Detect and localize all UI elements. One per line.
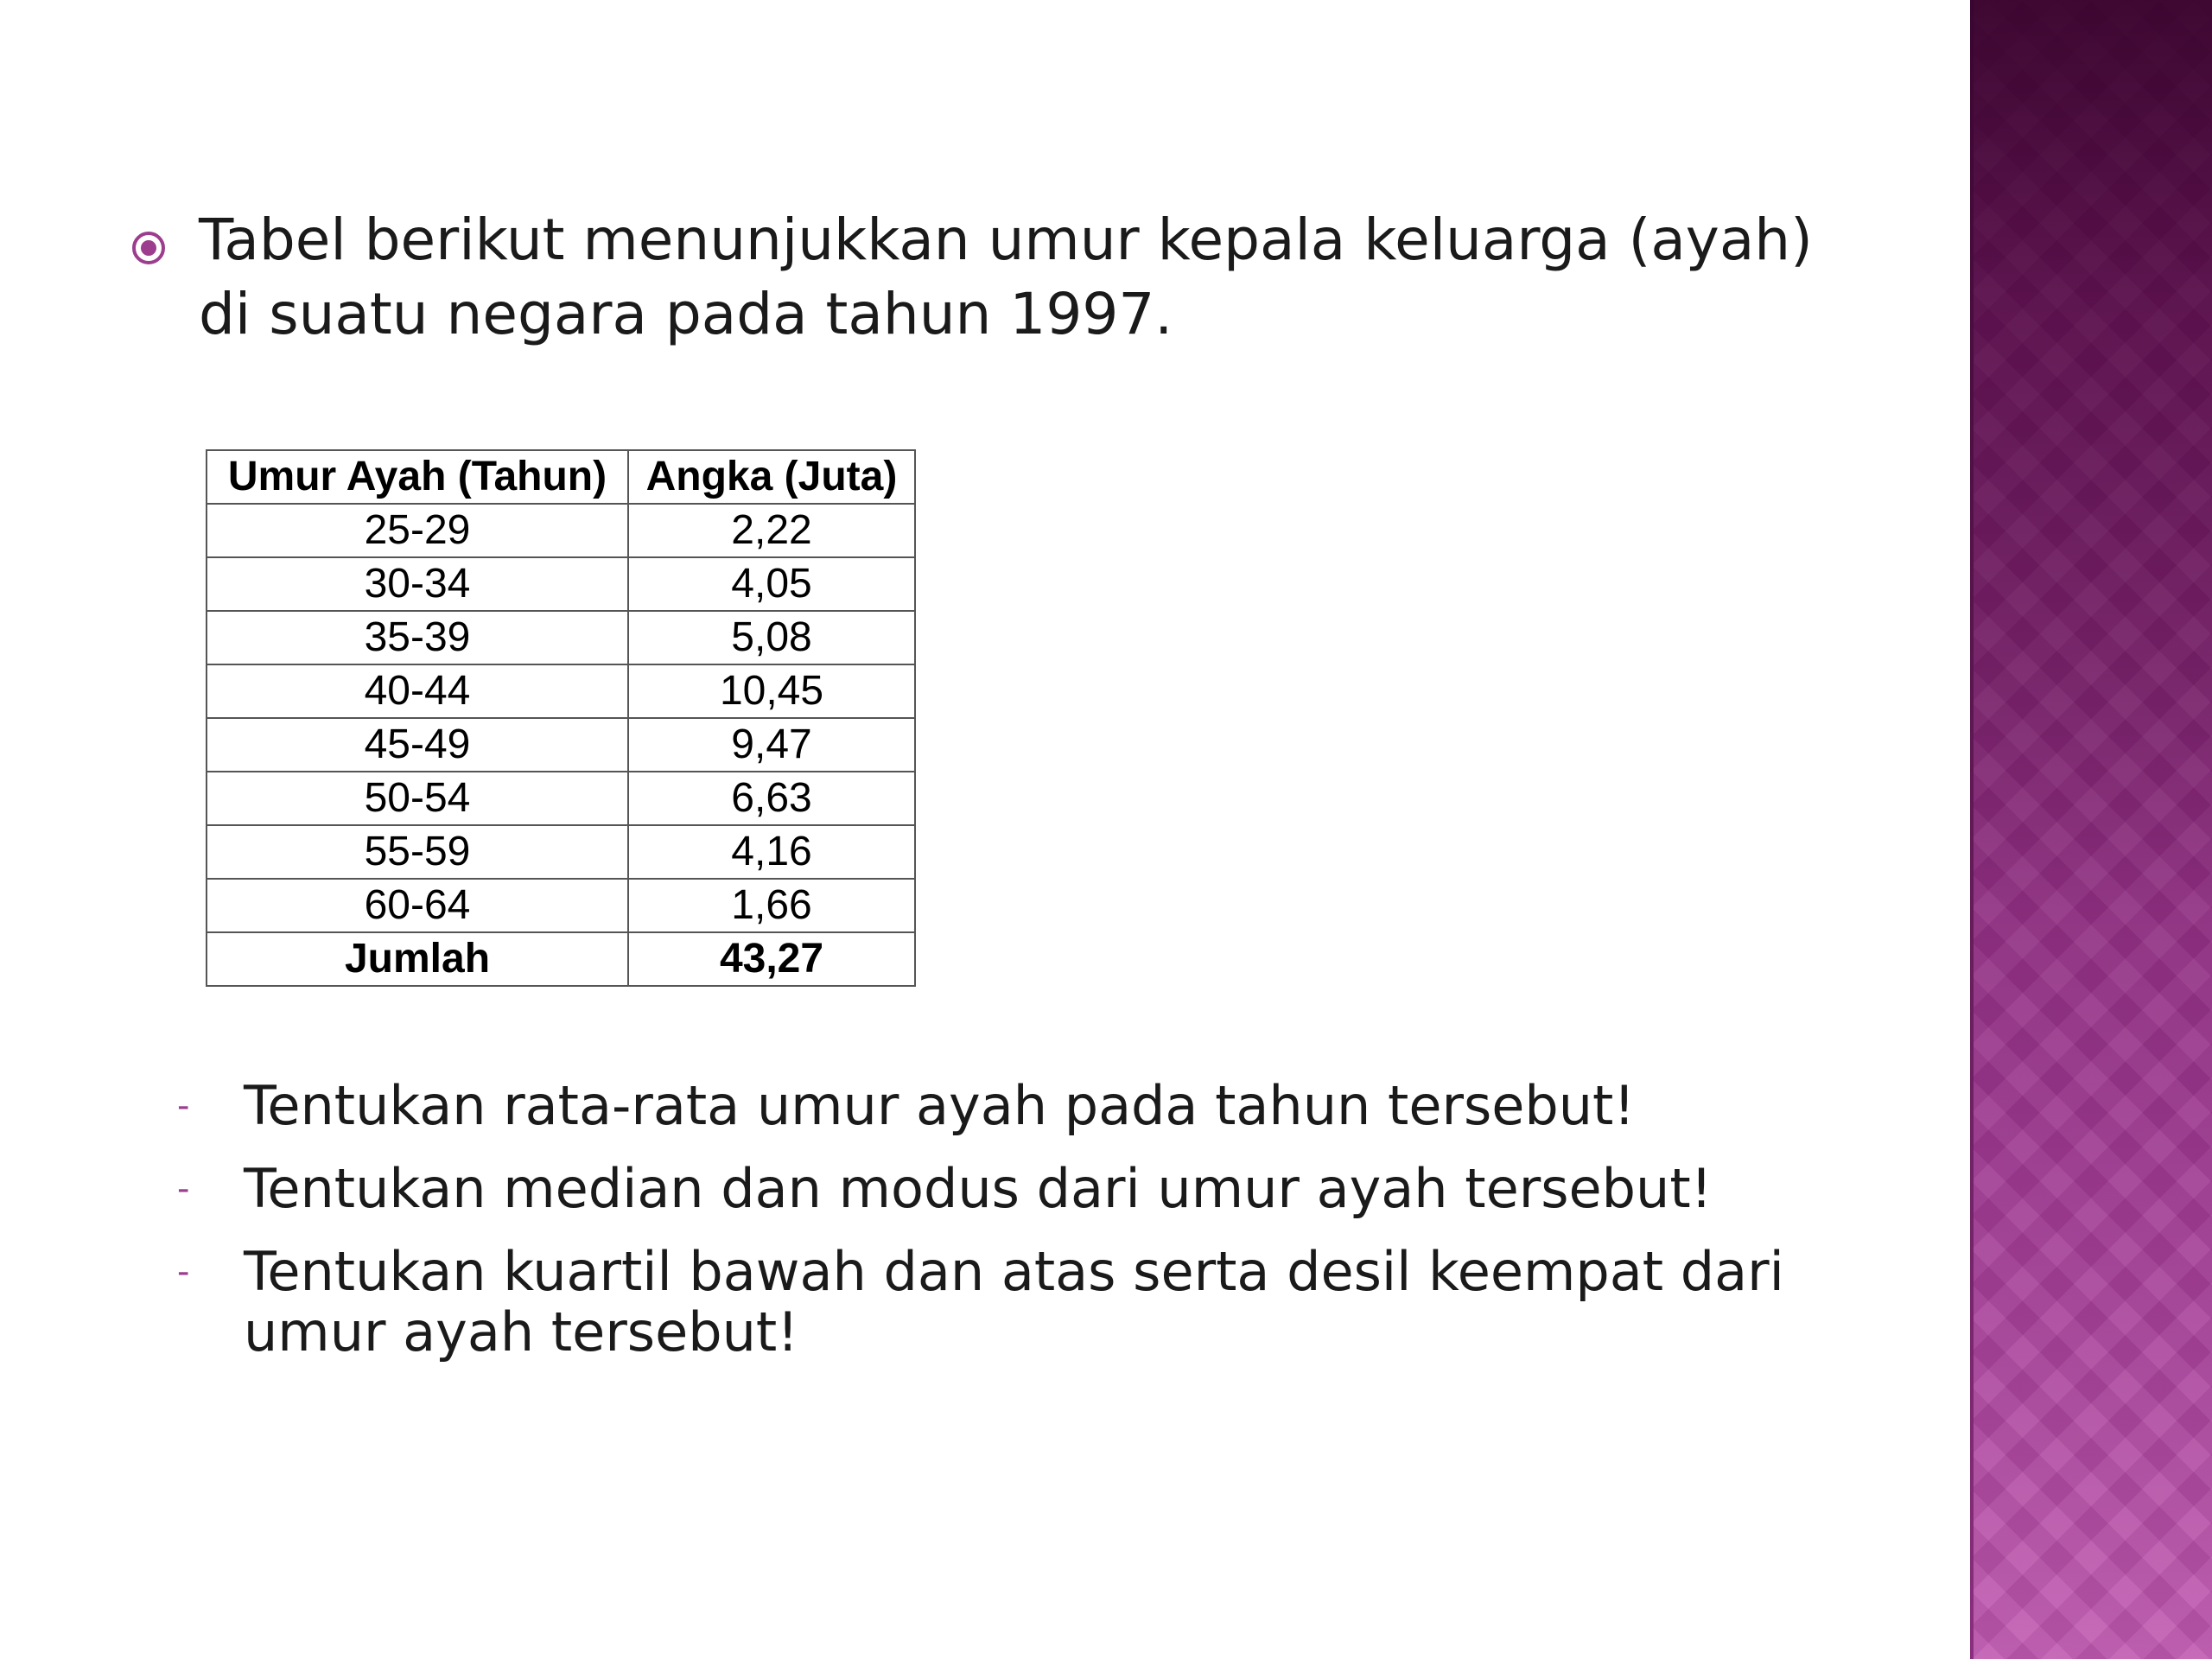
table-row — [207, 772, 915, 825]
count-cell: 1,66 — [628, 879, 915, 932]
age-cell: 40-44 — [207, 664, 628, 718]
count-cell: 4,05 — [628, 557, 915, 611]
table-row — [207, 825, 915, 879]
table-row — [207, 718, 915, 772]
dash-bullet-icon: - — [177, 1086, 190, 1126]
table-header-row — [207, 450, 915, 504]
count-cell: 10,45 — [628, 664, 915, 718]
task-item — [177, 1159, 1862, 1219]
dash-bullet-icon: - — [177, 1169, 190, 1209]
total-value-cell: 43,27 — [628, 932, 915, 986]
count-cell: 4,16 — [628, 825, 915, 879]
task-text: Tentukan median dan modus dari umur ayah tersebut! — [244, 1157, 1713, 1220]
task-text: Tentukan kuartil bawah dan atas serta desil keempat dari umur ayah tersebut! — [244, 1240, 1784, 1363]
age-cell: 25-29 — [207, 504, 628, 557]
table-row — [207, 504, 915, 557]
task-list — [177, 1076, 1862, 1385]
table-row — [207, 611, 915, 664]
task-text: Tentukan rata-rata umur ayah pada tahun tersebut! — [244, 1074, 1636, 1137]
age-cell: 50-54 — [207, 772, 628, 825]
intro-paragraph — [130, 203, 1858, 352]
count-cell: 6,63 — [628, 772, 915, 825]
total-label-cell: Jumlah — [207, 932, 628, 986]
count-cell: 2,22 — [628, 504, 915, 557]
table-total-row — [207, 932, 915, 986]
side-band-edge — [1970, 0, 1974, 1659]
age-cell: 55-59 — [207, 825, 628, 879]
count-cell: 5,08 — [628, 611, 915, 664]
header-age: Umur Ayah (Tahun) — [207, 450, 628, 504]
radio-dot-bullet-icon — [130, 229, 168, 267]
decorative-side-band — [1970, 0, 2212, 1659]
age-table — [206, 449, 916, 987]
intro-text: Tabel berikut menunjukkan umur kepala keluarga (ayah) di suatu negara pada tahun 1997. — [199, 207, 1813, 347]
count-cell: 9,47 — [628, 718, 915, 772]
table-row — [207, 557, 915, 611]
header-count: Angka (Juta) — [628, 450, 915, 504]
age-cell: 30-34 — [207, 557, 628, 611]
task-item — [177, 1076, 1862, 1136]
age-cell: 35-39 — [207, 611, 628, 664]
dash-bullet-icon: - — [177, 1252, 190, 1292]
task-item — [177, 1242, 1862, 1363]
age-cell: 45-49 — [207, 718, 628, 772]
table-row — [207, 879, 915, 932]
table-row — [207, 664, 915, 718]
age-cell: 60-64 — [207, 879, 628, 932]
